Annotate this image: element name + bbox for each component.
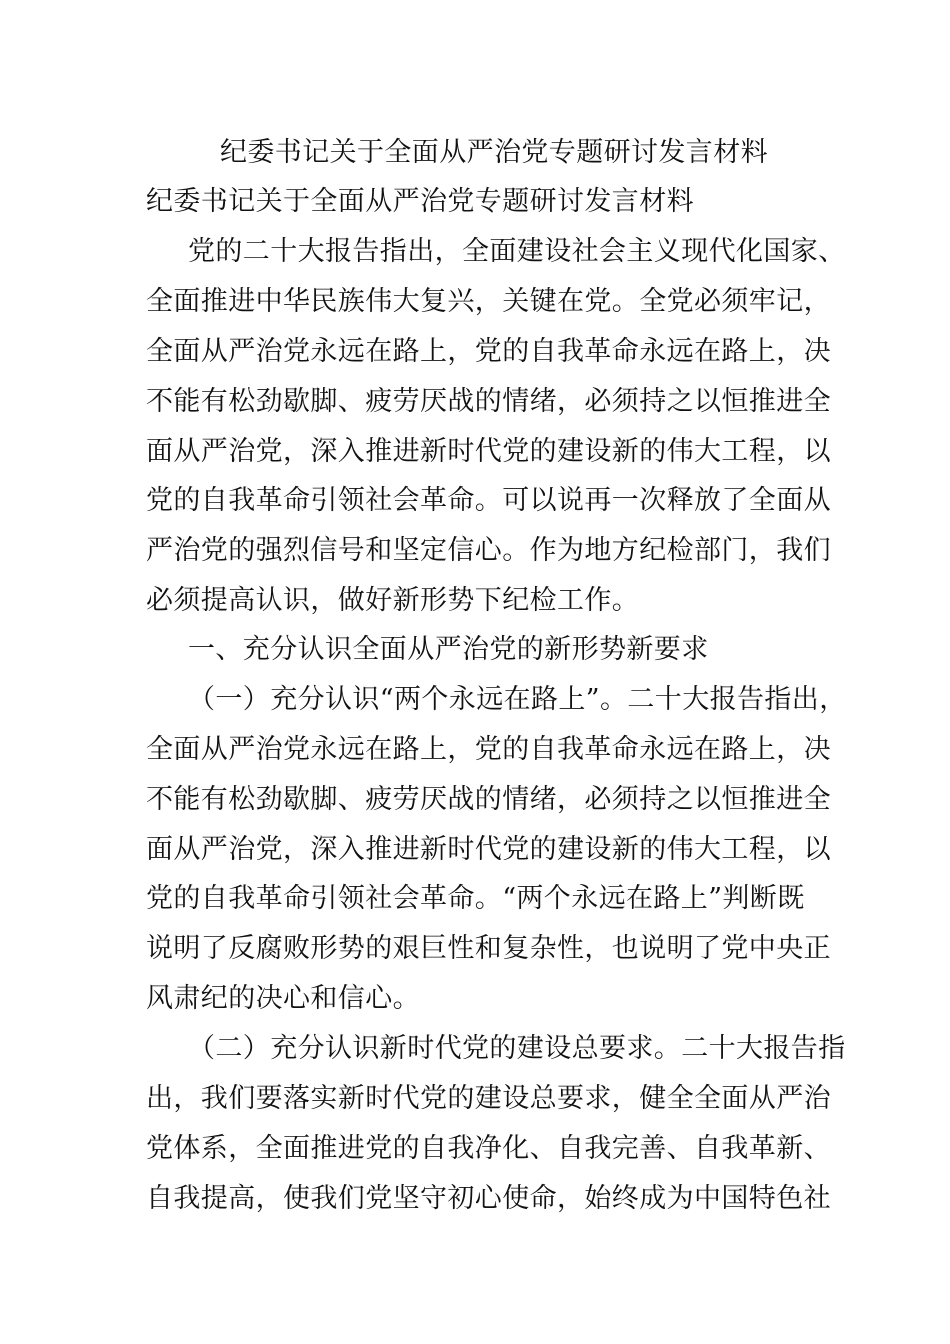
paragraph-line: （二）充分认识新时代党的建设总要求。二十大报告指 [188, 1033, 846, 1064]
paragraph-line: 不能有松劲歇脚、疲劳厌战的情绪，必须持之以恒推进全 [146, 784, 831, 815]
paragraph-line: 全面推进中华民族伟大复兴，关键在党。全党必须牢记， [146, 286, 831, 317]
document-title: 纪委书记关于全面从严治党专题研讨发言材料 [220, 137, 768, 168]
paragraph-line: 面从严治党，深入推进新时代党的建设新的伟大工程，以 [146, 834, 831, 865]
paragraph-line: 风肃纪的决心和信心。 [146, 983, 420, 1014]
paragraph-line: 党的自我革命引领社会革命。“两个永远在路上”判断既 [146, 883, 805, 914]
document-subtitle: 纪委书记关于全面从严治党专题研讨发言材料 [146, 186, 694, 217]
paragraph-line: 出，我们要落实新时代党的建设总要求，健全全面从严治 [146, 1083, 831, 1114]
paragraph-line: 严治党的强烈信号和坚定信心。作为地方纪检部门，我们 [146, 535, 831, 566]
paragraph-line: 不能有松劲歇脚、疲劳厌战的情绪，必须持之以恒推进全 [146, 386, 831, 417]
paragraph-line: 全面从严治党永远在路上，党的自我革命永远在路上，决 [146, 336, 831, 367]
paragraph-line: 自我提高，使我们党坚守初心使命，始终成为中国特色社 [146, 1183, 831, 1214]
section-heading: 一、充分认识全面从严治党的新形势新要求 [188, 634, 709, 665]
paragraph-line: 必须提高认识，做好新形势下纪检工作。 [146, 585, 640, 616]
paragraph-line: 全面从严治党永远在路上，党的自我革命永远在路上，决 [146, 734, 831, 765]
paragraph-line: 党的自我革命引领社会革命。可以说再一次释放了全面从 [146, 485, 831, 516]
paragraph-line: （一）充分认识“两个永远在路上”。二十大报告指出， [188, 684, 847, 715]
paragraph-line: 党体系，全面推进党的自我净化、自我完善、自我革新、 [146, 1133, 831, 1164]
paragraph-line: 面从严治党，深入推进新时代党的建设新的伟大工程，以 [146, 436, 831, 467]
paragraph-line: 说明了反腐败形势的艰巨性和复杂性，也说明了党中央正 [146, 933, 831, 964]
paragraph-line: 党的二十大报告指出，全面建设社会主义现代化国家、 [188, 236, 846, 267]
